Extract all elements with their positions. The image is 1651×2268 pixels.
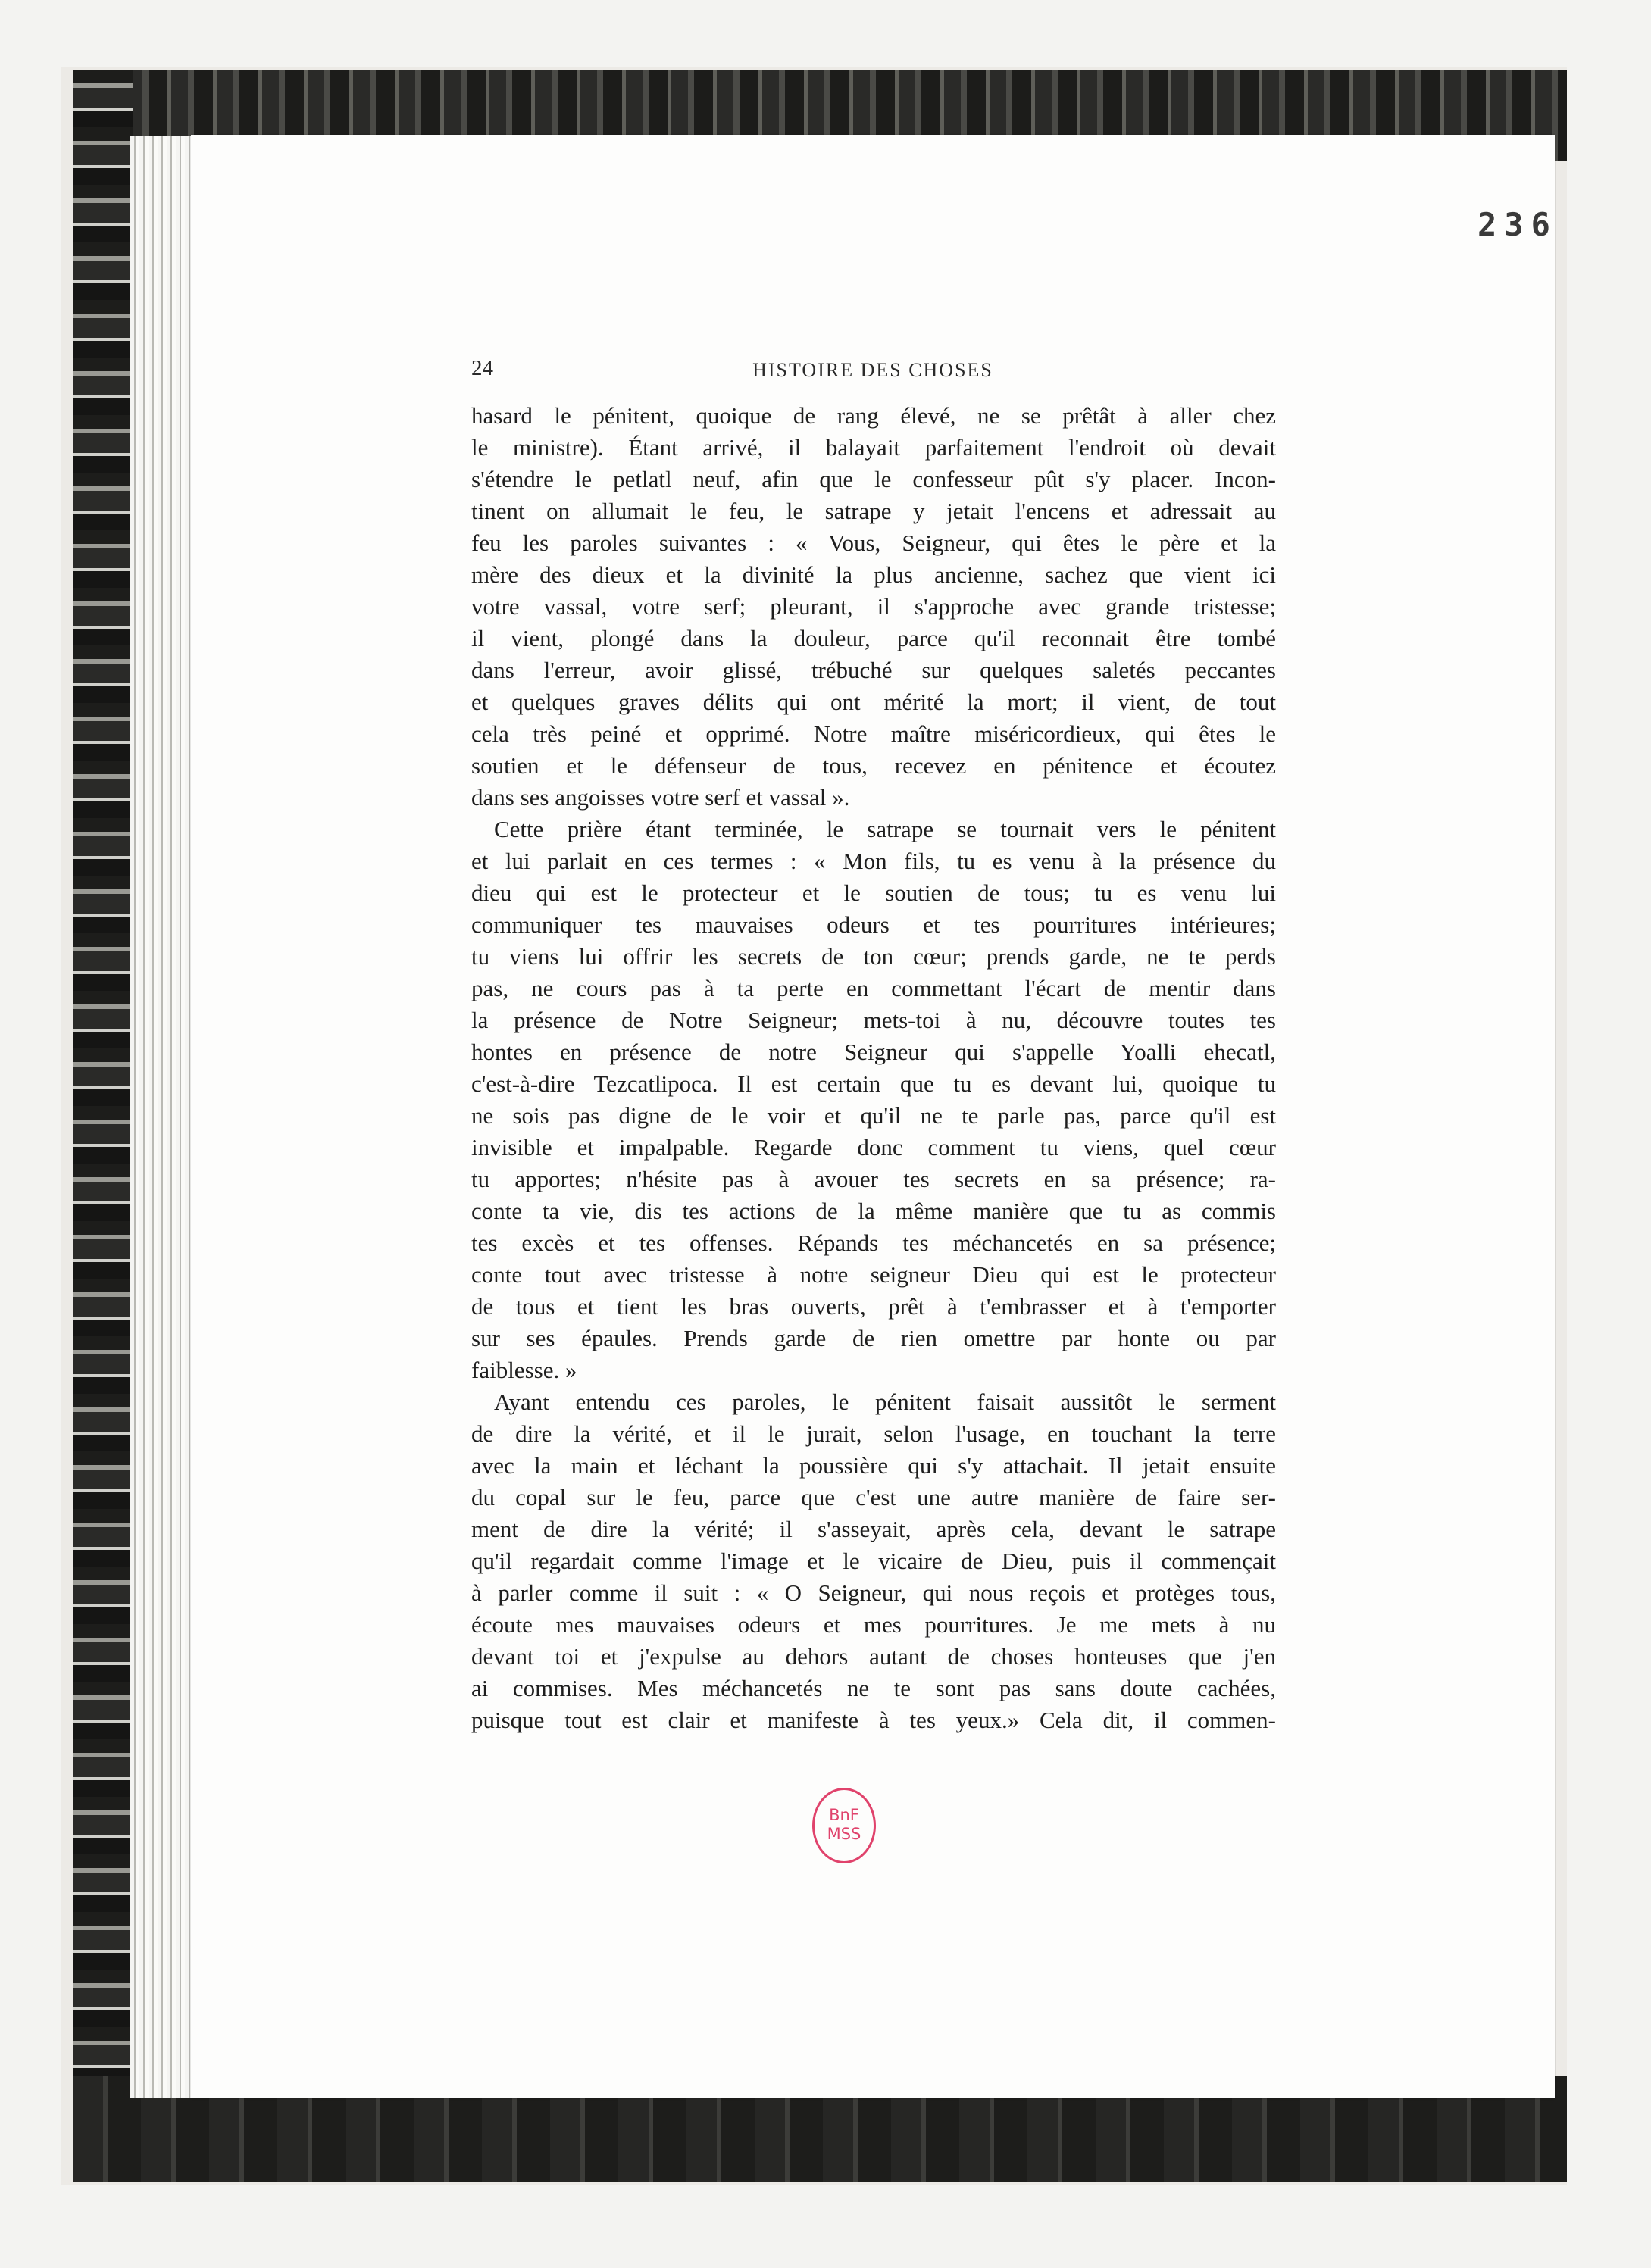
library-stamp: [812, 1788, 876, 1863]
text-line: le ministre). Étant arrivé, il balayait parfaitement l'endroit où devait: [471, 434, 1276, 461]
text-line: s'étendre le petlatl neuf, afin que le confesseur pût s'y placer. Incon-: [471, 466, 1276, 492]
text-line: hasard le pénitent, quoique de rang élevé, ne se prêtât à aller chez: [471, 402, 1276, 429]
text-line: ment de dire la vérité; il s'asseyait, après cela, devant le satrape: [471, 1516, 1276, 1542]
paragraph-start-line: Ayant entendu ces paroles, le pénitent faisait aussitôt le serment: [494, 1389, 1276, 1415]
body-text: [471, 400, 1276, 1736]
book-marbled-edge: [73, 70, 133, 2176]
text-line: ai commises. Mes méchancetés ne te sont pas sans doute cachées,: [471, 1675, 1276, 1701]
text-line: et quelques graves délits qui ont mérité la mort; il vient, de tout: [471, 689, 1276, 715]
text-line: qu'il regardait comme l'image et le vicaire de Dieu, puis il commençait: [471, 1548, 1276, 1574]
text-line: et lui parlait en ces termes : « Mon fils, tu es venu à la présence du: [471, 848, 1276, 874]
text-line: conte ta vie, dis tes actions de la même manière que tu as commis: [471, 1198, 1276, 1224]
text-line: de tous et tient les bras ouverts, prêt à t'embrasser et à t'emporter: [471, 1293, 1276, 1320]
paragraph-start-line: Cette prière étant terminée, le satrape se tournait vers le pénitent: [494, 816, 1276, 842]
text-line: dieu qui est le protecteur et le soutien de tous; tu es venu lui: [471, 879, 1276, 906]
running-title: HISTOIRE DES CHOSES: [752, 359, 993, 381]
text-line: tu apportes; n'hésite pas à avouer tes secrets en sa présence; ra-: [471, 1166, 1276, 1192]
text-line: soutien et le défenseur de tous, recevez en pénitence et écoutez: [471, 752, 1276, 779]
text-line: votre vassal, votre serf; pleurant, il s'approche avec grande tristesse;: [471, 593, 1276, 620]
text-line: du copal sur le feu, parce que c'est une autre manière de faire ser-: [471, 1484, 1276, 1510]
text-line: sur ses épaules. Prends garde de rien omettre par honte ou par: [471, 1325, 1276, 1351]
text-line: conte tout avec tristesse à notre seigneur Dieu qui est le protecteur: [471, 1261, 1276, 1288]
page-number: 24: [471, 356, 493, 380]
stamp-line-2: MSS: [827, 1825, 861, 1843]
text-line: avec la main et léchant la poussière qui s'y attachait. Il jetait ensuite: [471, 1452, 1276, 1479]
text-line: communiquer tes mauvaises odeurs et tes pourritures intérieures;: [471, 911, 1276, 938]
text-line: faiblesse. »: [471, 1357, 577, 1383]
text-line: tinent on allumait le feu, le satrape y jetait l'encens et adressait au: [471, 498, 1276, 524]
text-line: dans ses angoisses votre serf et vassal ».: [471, 784, 850, 811]
text-line: feu les paroles suivantes : « Vous, Seigneur, qui êtes le père et la: [471, 530, 1276, 556]
text-line: cela très peiné et opprimé. Notre maître miséricordieux, qui êtes le: [471, 720, 1276, 747]
text-line: il vient, plongé dans la douleur, parce qu'il reconnait être tombé: [471, 625, 1276, 651]
text-line: tes excès et tes offenses. Répands tes méchancetés en sa présence;: [471, 1229, 1276, 1256]
text-line: pas, ne cours pas à ta perte en commettant l'écart de mentir dans: [471, 975, 1276, 1001]
page-stack-edges: [130, 136, 192, 2098]
text-line: hontes en présence de notre Seigneur qui s'appelle Yoalli ehecatl,: [471, 1039, 1276, 1065]
text-line: puisque tout est clair et manifeste à tes yeux.» Cela dit, il commen-: [471, 1707, 1276, 1733]
text-line: tu viens lui offrir les secrets de ton cœur; prends garde, ne te perds: [471, 943, 1276, 970]
text-line: la présence de Notre Seigneur; mets-toi à nu, découvre toutes tes: [471, 1007, 1276, 1033]
folio-number: 236: [1477, 206, 1558, 243]
text-line: mère des dieux et la divinité la plus ancienne, sachez que vient ici: [471, 561, 1276, 588]
text-line: à parler comme il suit : « O Seigneur, qui nous reçois et protèges tous,: [471, 1579, 1276, 1606]
text-line: devant toi et j'expulse au dehors autant de choses honteuses que j'en: [471, 1643, 1276, 1670]
text-line: de dire la vérité, et il le jurait, selon l'usage, en touchant la terre: [471, 1420, 1276, 1447]
text-line: écoute mes mauvaises odeurs et mes pourritures. Je me mets à nu: [471, 1611, 1276, 1638]
text-line: c'est-à-dire Tezcatlipoca. Il est certain que tu es devant lui, quoique tu: [471, 1070, 1276, 1097]
text-line: ne sois pas digne de le voir et qu'il ne te parle pas, parce qu'il est: [471, 1102, 1276, 1129]
running-head: [471, 356, 1274, 401]
stamp-line-1: BnF: [829, 1806, 859, 1824]
text-line: invisible et impalpable. Regarde donc comment tu viens, quel cœur: [471, 1134, 1276, 1161]
text-line: dans l'erreur, avoir glissé, trébuché sur quelques saletés peccantes: [471, 657, 1276, 683]
